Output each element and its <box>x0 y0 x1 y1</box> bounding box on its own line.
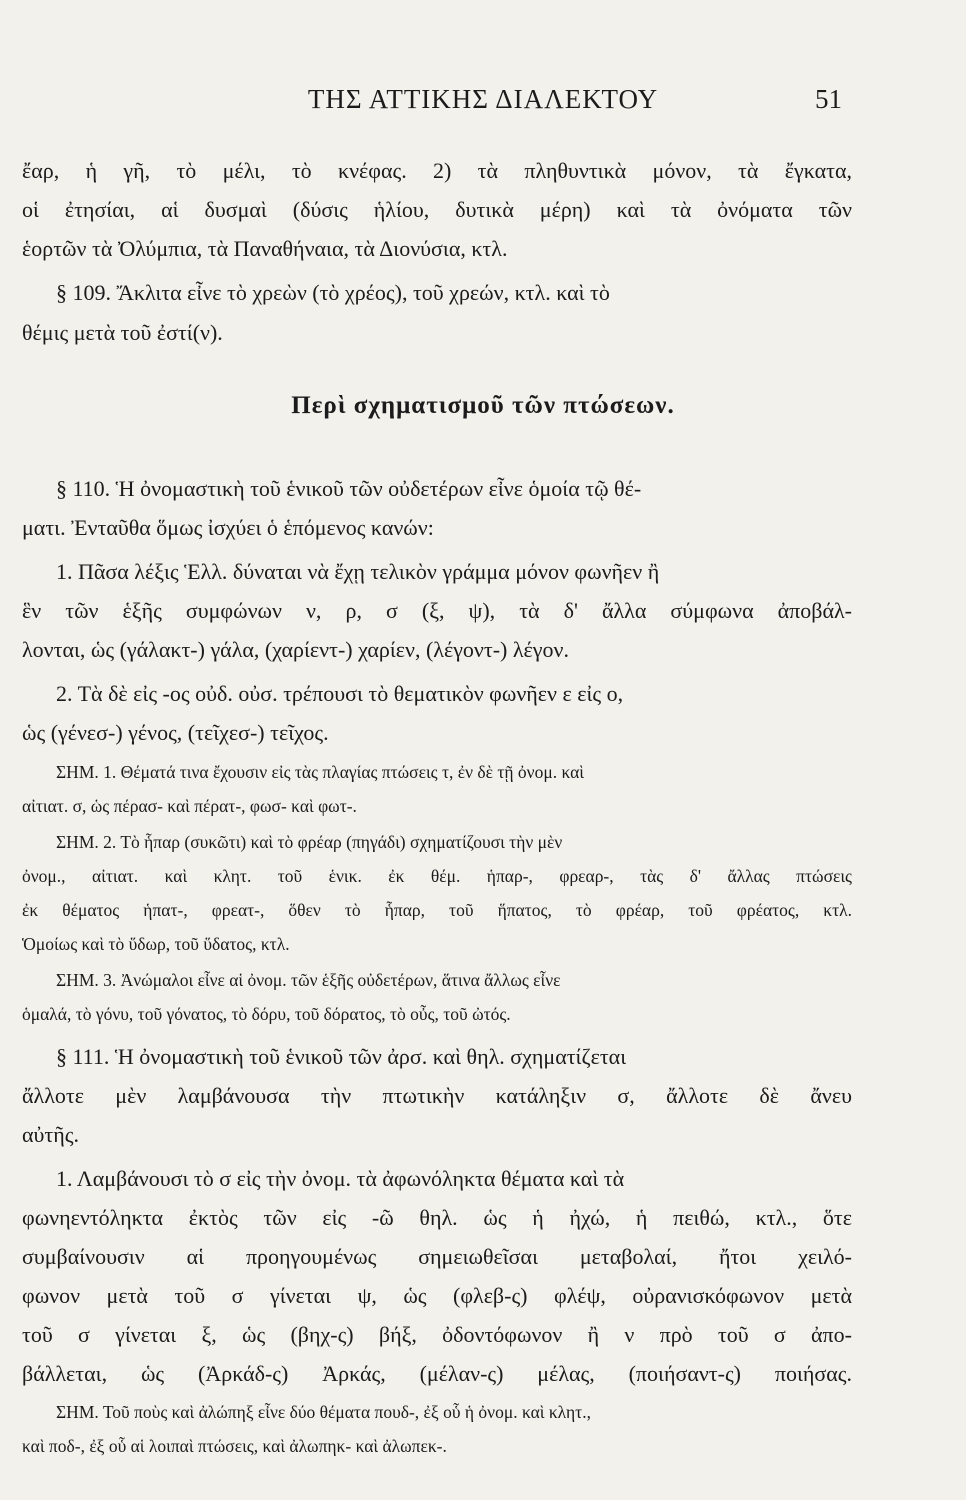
text-line: συμβαίνουσιν αἱ προηγουμένως σημειωθεῖσαι μεταβολαί, ἤτοι χειλό- <box>22 1244 852 1269</box>
text-line: ὡς (γένεσ-) γένος, (τεῖχεσ-) τεῖχος. <box>22 720 329 745</box>
note-line: αἰτιατ. σ, ὡς πέρασ- καὶ πέρατ-, φωσ- καὶ φωτ-. <box>22 796 357 816</box>
text-line: φωνον μετὰ τοῦ σ γίνεται ψ, ὡς (φλεβ-ς) φλέψ, οὐρανισκόφωνον μετὰ <box>22 1283 852 1308</box>
text-line: τοῦ σ γίνεται ξ, ὡς (βηχ-ς) βήξ, ὀδοντόφωνον ἢ ν πρὸ τοῦ σ ἀπο- <box>22 1322 852 1347</box>
note-line: ΣΗΜ. Τοῦ ποὺς καὶ ἀλώπηξ εἶνε δύο θέματα πουδ-, ἐξ οὗ ἡ ὀνομ. καὶ κλητ., <box>56 1402 591 1422</box>
section-111-line: § 111. Ἡ ὀνομαστικὴ τοῦ ἑνικοῦ τῶν ἀρσ. καὶ θηλ. σχηματίζεται <box>56 1044 627 1069</box>
note-line: ὁμαλά, τὸ γόνυ, τοῦ γόνατος, τὸ δόρυ, τοῦ δόρατος, τὸ οὖς, τοῦ ὠτός. <box>22 1004 511 1024</box>
section-heading: Περὶ σχηματισμοῦ τῶν πτώσεων. <box>291 392 675 419</box>
text-line: ματι. Ἐνταῦθα ὅμως ἰσχύει ὁ ἑπόμενος κανών: <box>22 515 434 540</box>
text-line: φωνηεντόληκτα ἐκτὸς τῶν εἰς -ῶ θηλ. ὡς ἡ ἠχώ, ἡ πειθώ, κτλ., ὅτε <box>22 1205 852 1230</box>
note-line: καὶ ποδ-, ἐξ οὗ αἱ λοιπαὶ πτώσεις, καὶ ἀλωπηκ- καὶ ἀλωπεκ-. <box>22 1436 447 1456</box>
note-line: ΣΗΜ. 2. Τὸ ἧπαρ (συκῶτι) καὶ τὸ φρέαρ (πηγάδι) σχηματίζουσι τὴν μὲν <box>56 832 563 852</box>
text-line: βάλλεται, ὡς (Ἀρκάδ-ς) Ἀρκάς, (μέλαν-ς) μέλας, (ποιήσαντ-ς) ποιήσας. <box>22 1361 852 1386</box>
text-line: 2. Τὰ δὲ εἰς -ος οὐδ. οὐσ. τρέπουσι τὸ θεματικὸν φωνῆεν ε εἰς ο, <box>56 681 624 706</box>
section-109-line: § 109. Ἄκλιτα εἶνε τὸ χρεὼν (τὸ χρέος), τοῦ χρεών, κτλ. καὶ τὸ <box>56 280 610 305</box>
text-line: 1. Πᾶσα λέξις Ἑλλ. δύναται νὰ ἔχῃ τελικὸν γράμμα μόνον φωνῆεν ἢ <box>56 559 660 584</box>
note-line: ἐκ θέματος ἡπατ-, φρεατ-, ὅθεν τὸ ἧπαρ, τοῦ ἥπατος, τὸ φρέαρ, τοῦ φρέατος, κτλ. <box>22 900 852 920</box>
text-line: θέμις μετὰ τοῦ ἐστί(ν). <box>22 320 223 345</box>
running-header: ΤΗΣ ΑΤΤΙΚΗΣ ΔΙΑΛΕΚΤΟΥ <box>307 84 659 114</box>
text-line: ἄλλοτε μὲν λαμβάνουσα τὴν πτωτικὴν κατάληξιν σ, ἄλλοτε δὲ ἄνευ <box>22 1083 852 1108</box>
text-line: αὐτῆς. <box>22 1122 79 1147</box>
text-line: ἔαρ, ἡ γῆ, τὸ μέλι, τὸ κνέφας. 2) τὰ πληθυντικὰ μόνον, τὰ ἔγκατα, <box>22 158 852 183</box>
text-line: οἱ ἐτησίαι, αἱ δυσμαὶ (δύσις ἡλίου, δυτικὰ μέρη) καὶ τὰ ὀνόματα τῶν <box>22 197 852 222</box>
text-line: λονται, ὡς (γάλακτ-) γάλα, (χαρίεντ-) χαρίεν, (λέγοντ-) λέγον. <box>22 637 569 662</box>
text-line: 1. Λαμβάνουσι τὸ σ εἰς τὴν ὀνομ. τὰ ἀφωνόληκτα θέματα καὶ τὰ <box>56 1166 625 1191</box>
section-110-line: § 110. Ἡ ὀνομαστικὴ τοῦ ἑνικοῦ τῶν οὐδετέρων εἶνε ὁμοία τῷ θέ- <box>56 476 642 501</box>
note-line: ΣΗΜ. 3. Ἀνώμαλοι εἶνε αἱ ὀνομ. τῶν ἑξῆς οὐδετέρων, ἅτινα ἄλλως εἶνε <box>56 970 561 990</box>
note-line: Ὁμοίως καὶ τὸ ὕδωρ, τοῦ ὕδατος, κτλ. <box>22 934 290 954</box>
note-line: ΣΗΜ. 1. Θέματά τινα ἔχουσιν εἰς τὰς πλαγίας πτώσεις τ, ἐν δὲ τῇ ὀνομ. καὶ <box>56 762 585 782</box>
text-line: ἑορτῶν τὰ Ὀλύμπια, τὰ Παναθήναια, τὰ Διονύσια, κτλ. <box>22 236 508 261</box>
page-number: 51 <box>815 84 842 114</box>
text-line: ἓν τῶν ἑξῆς συμφώνων ν, ρ, σ (ξ, ψ), τὰ δ' ἄλλα σύμφωνα ἀποβάλ- <box>22 598 852 623</box>
note-line: ὀνομ., αἰτιατ. καὶ κλητ. τοῦ ἑνικ. ἐκ θέμ. ἡπαρ-, φρεαρ-, τὰς δ' ἄλλας πτώσεις <box>22 866 852 886</box>
